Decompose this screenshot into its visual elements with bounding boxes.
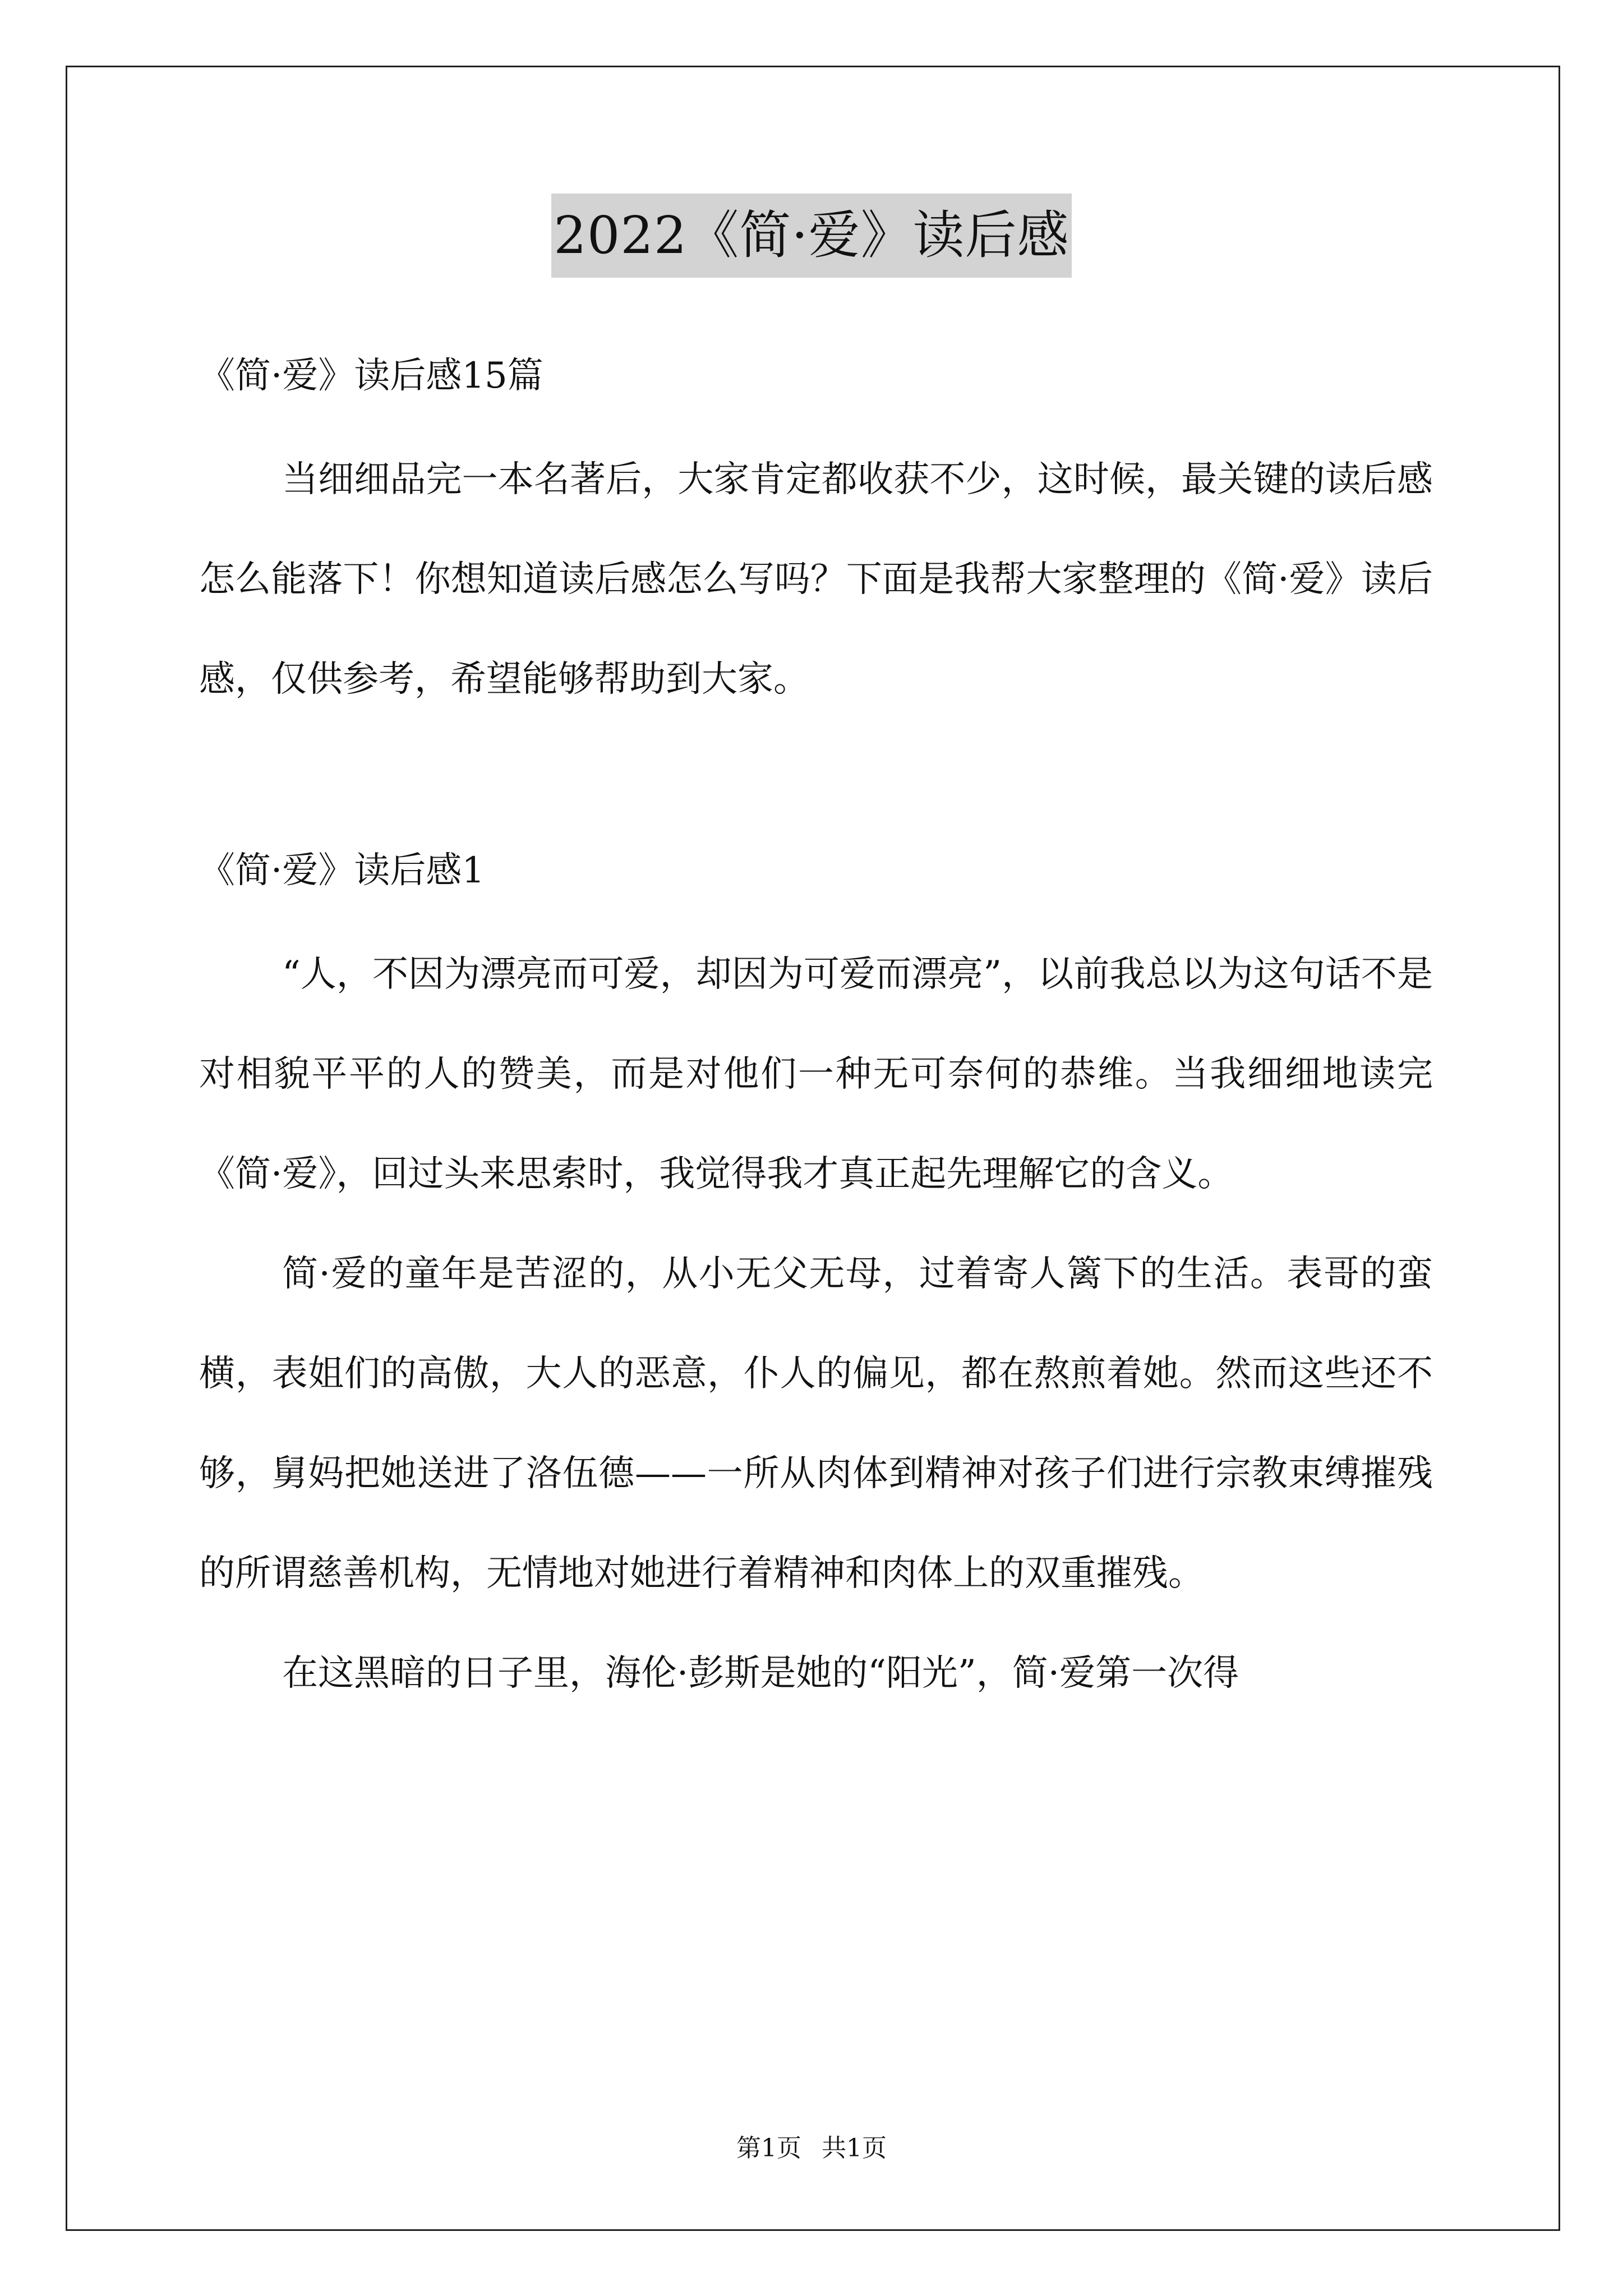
body-paragraph: “人，不因为漂亮而可爱，却因为可爱而漂亮”，以前我总以为这句话不是对相貌平平的人的赞美，而是对他们一种无可奈何的恭维。当我细细地读完《简·爱》，回过头来思索时，我觉得我才真正起先理解它的含义。 — [199, 954, 1433, 1195]
document-title: 2022《简·爱》读后感 — [551, 194, 1071, 278]
document-subtitle: 《简·爱》读后感15篇 — [199, 355, 543, 397]
page-count: 共1页 — [822, 2134, 887, 2162]
document-body — [199, 342, 1433, 1723]
page-number: 第1页 — [736, 2134, 801, 2162]
body-paragraph: 简·爱的童年是苦涩的，从小无父无母，过着寄人篱下的生活。表哥的蛮横，表姐们的高傲，大人的恶意，仆人的偏见，都在熬煎着她。然而这些还不够，舅妈把她送进了洛伍德——一所从肉体到精神对孩子们进行宗教束缚摧残的所谓慈善机构，无情地对她进行着精神和肉体上的双重摧残。 — [199, 1253, 1433, 1594]
page-footer — [0, 2132, 1623, 2165]
intro-paragraph: 当细细品完一本名著后，大家肯定都收获不少，这时候，最关键的读后感怎么能落下！你想知道读后感怎么写吗？下面是我帮大家整理的《简·爱》读后感，仅供参考，希望能够帮助到大家。 — [199, 459, 1433, 700]
title-container — [0, 194, 1623, 278]
section-heading: 《简·爱》读后感1 — [199, 850, 485, 891]
body-paragraph: 在这黑暗的日子里，海伦·彭斯是她的“阳光”，简·爱第一次得 — [282, 1653, 1239, 1694]
